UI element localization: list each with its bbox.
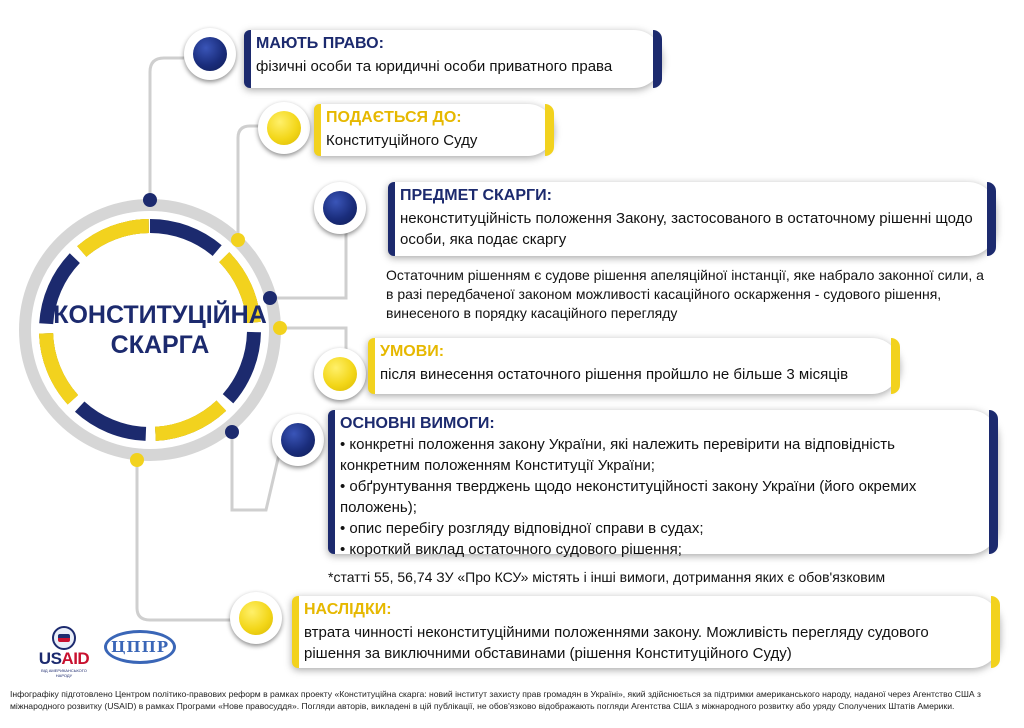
submitted-to-text: Конституційного Суду [326,132,478,149]
center-title: КОНСТИТУЦІЙНА СКАРГА [53,301,267,359]
consequences-text: втрата чинності неконституційними положеннями закону. Можливість перегляду судового рішення за виключними обставинами (рішення Конституційного Суду) [304,624,929,662]
usaid-wordmark: USAID [38,649,90,668]
submitted-to-card [314,104,554,156]
requirements-title: ОСНОВНІ ВИМОГИ: [340,415,495,432]
requirements-card [328,410,998,558]
subject-card [388,182,996,256]
requirement-item: • опис перебігу розгляду відповідної справи в судах; [340,518,978,539]
conditions-card [368,338,900,394]
footnote: *статті 55, 56,74 ЗУ «Про КСУ» містять і інші вимоги, дотримання яких є обов'язковим [328,569,886,585]
subject-title: ПРЕДМЕТ СКАРГИ: [400,187,552,204]
requirements-list [335,434,998,560]
rights-marker-icon [184,28,236,80]
requirement-item: • конкретні положення закону України, які належить перевірити на відповідність конкретним положенням Конституції України; [340,434,978,476]
usaid-seal-icon [52,626,76,650]
subject-text: неконституційність положення Закону, застосованого в остаточному рішенні щодо особи, яка подає скаргу [400,210,973,248]
consequences-card [292,596,1000,668]
requirement-item: • обґрунтування тверджень щодо неконституційності закону України (його окремих положень); [340,476,978,518]
consequences-title: НАСЛІДКИ: [304,601,392,618]
cppr-logo: ЦППР [104,630,176,664]
rights-card [244,30,662,88]
conditions-marker-icon [314,348,366,400]
consequences-marker-icon [230,592,282,644]
rights-text: фізичні особи та юридичні особи приватного права [256,58,613,75]
submitted-to-title: ПОДАЄТЬСЯ ДО: [326,109,462,126]
usaid-logo [34,626,94,678]
conditions-text: після винесення остаточного рішення пройшло не більше 3 місяців [380,366,849,383]
submitted-to-marker-icon [258,102,310,154]
final-decision-note: Остаточним рішенням є судове рішення апеляційної інстанції, яке набрало законної сили, а в разі передбаченої законом можливості касаційного оскарження - судового рішення, винесеного в порядку касаційного перегляду [386,267,984,321]
usaid-tagline: ВІД АМЕРИКАНСЬКОГО НАРОДУ [41,668,87,678]
conditions-title: УМОВИ: [380,343,445,360]
subject-marker-icon [314,182,366,234]
rights-title: МАЮТЬ ПРАВО: [256,35,384,52]
requirements-marker-icon [272,414,324,466]
footer-disclaimer: Інфографіку підготовлено Центром політико-правових реформ в рамках проекту «Конституційна скарга: новий інститут захисту прав громадян в Україні», який здійснюється за підтримки американського народу, наданої через Агентство США з міжнародного розвитку (USAID) в рамках Програми «Нове правосуддя». Погляди авторів, викладені в цій публікації, не обов'язково відображають погляди Агентства США з міжнародного розвитку або уряду Сполучених Штатів Америки. [10,689,981,711]
requirement-item: • короткий виклад остаточного судового рішення; [340,539,978,560]
